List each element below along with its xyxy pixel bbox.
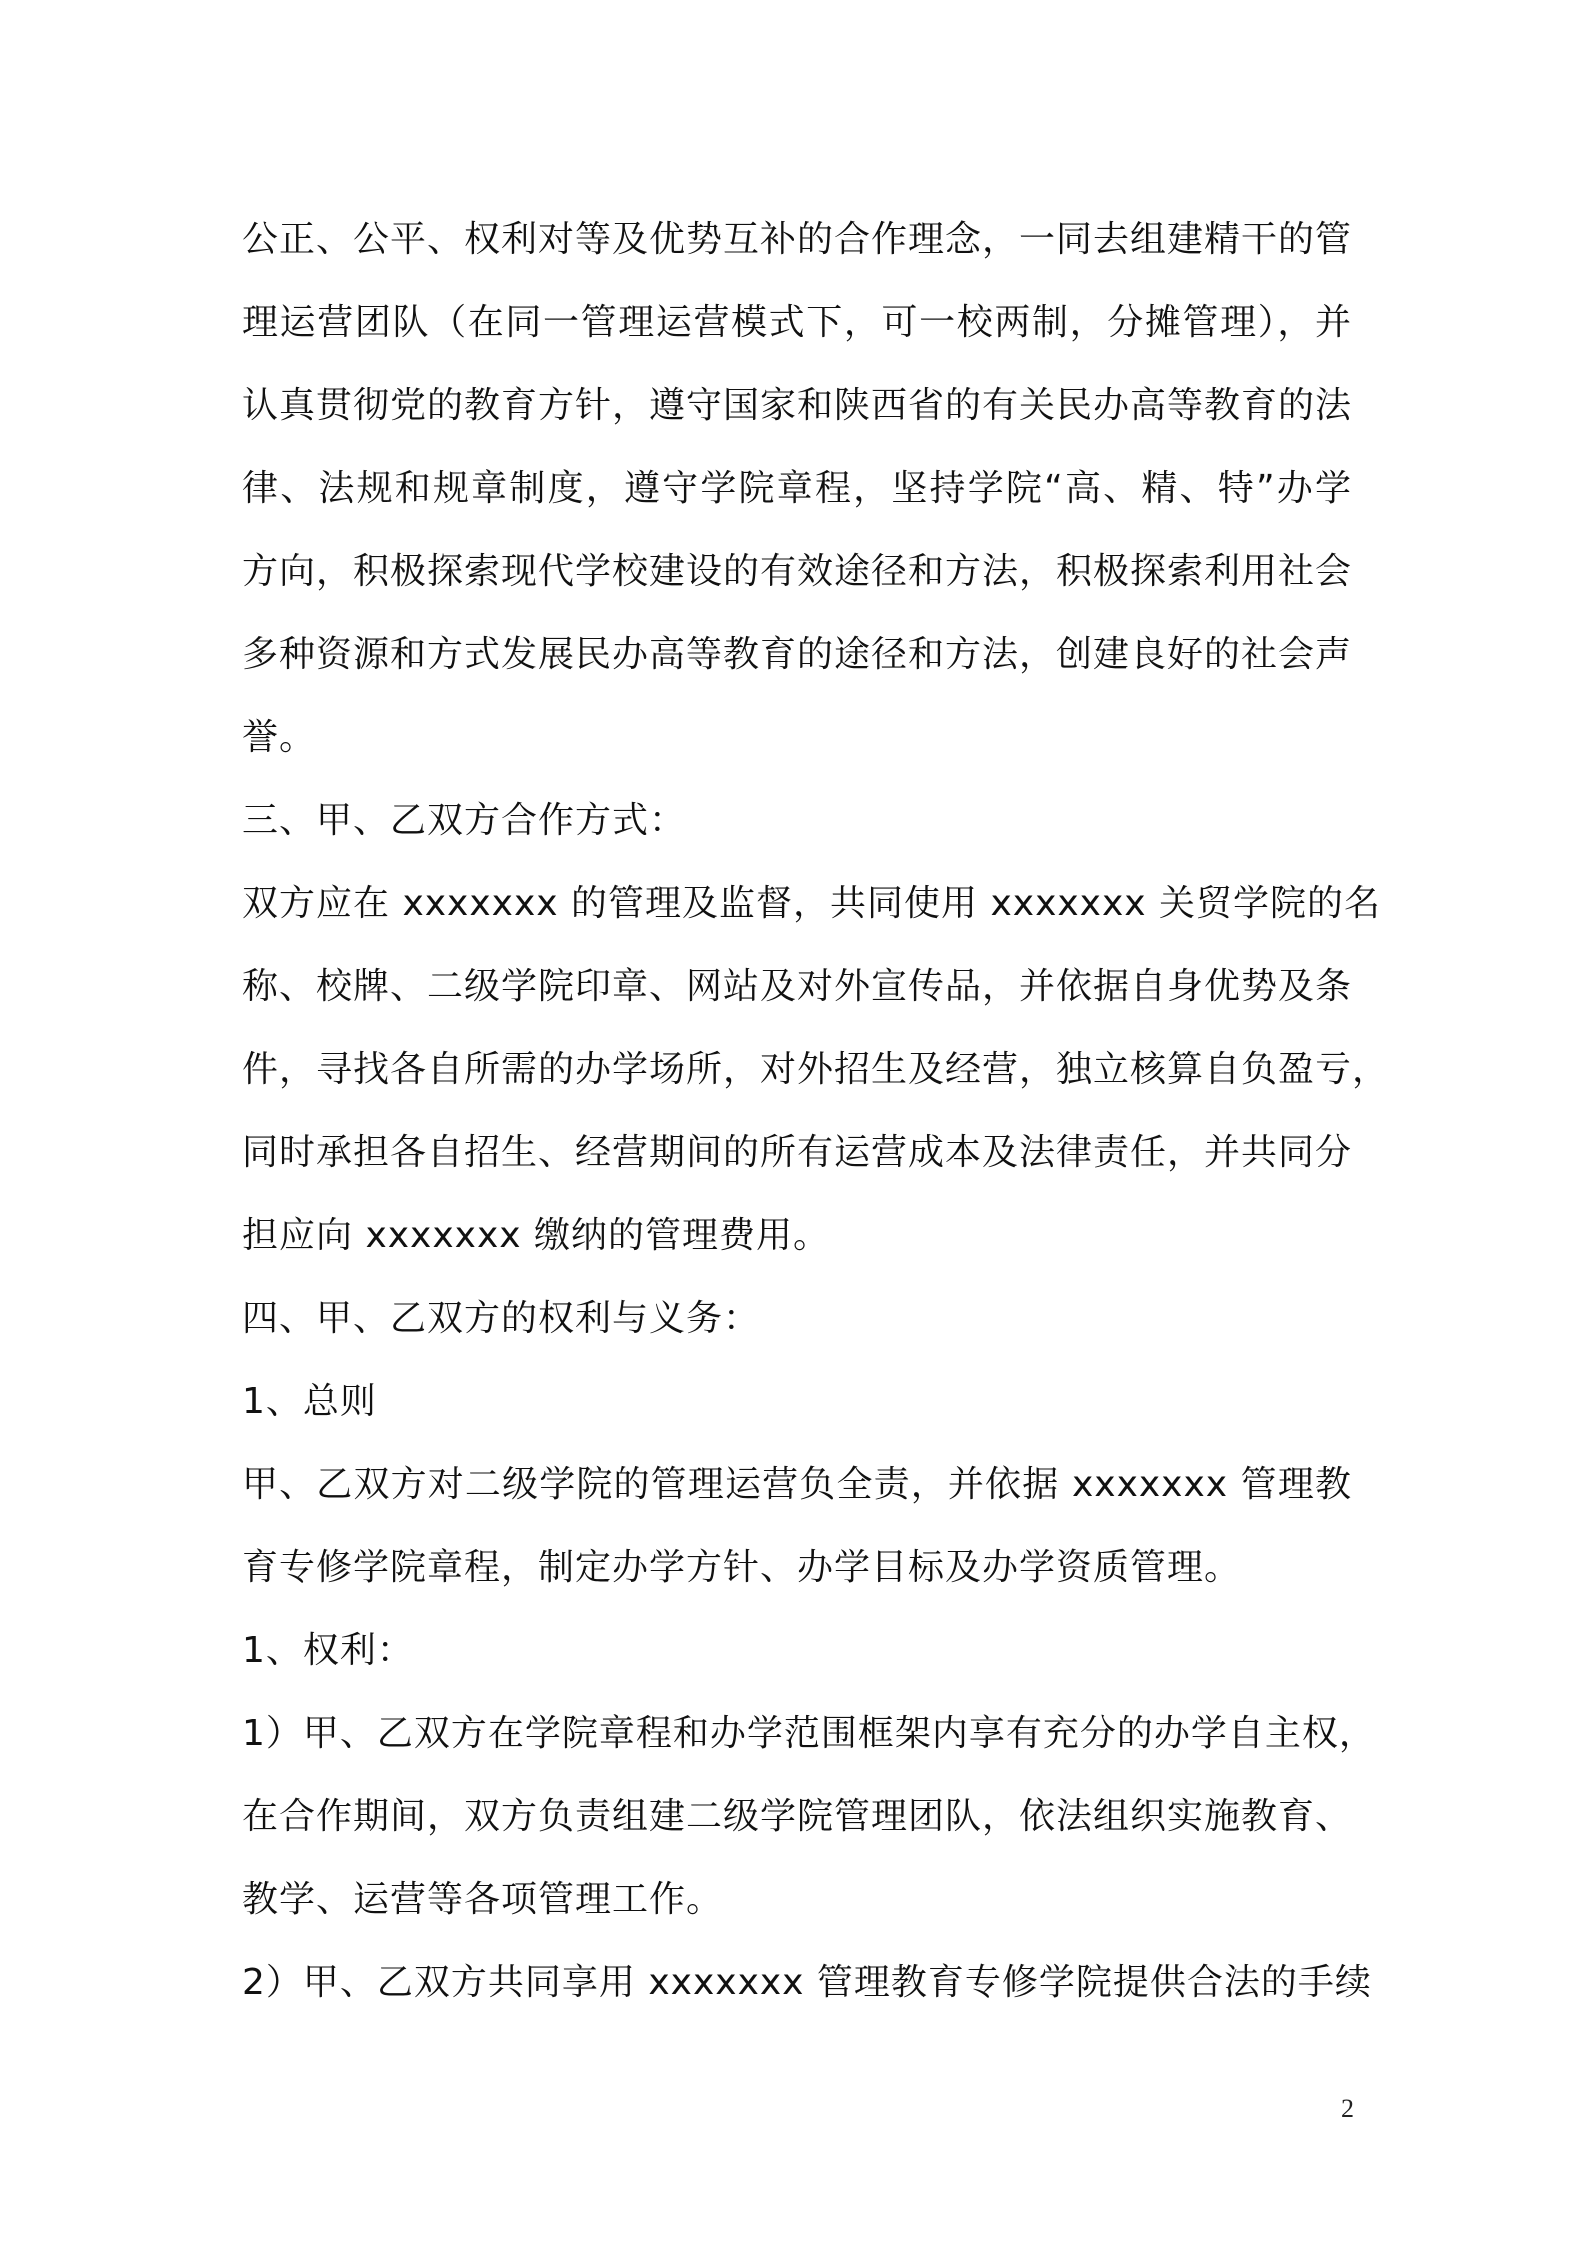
text-line: 担应向 xxxxxxx 缴纳的管理费用。 <box>242 1215 831 1256</box>
subsection-heading: 1、总则 <box>242 1381 377 1422</box>
text-line: 1）甲、乙双方在学院章程和办学范围框架内享有充分的办学自主权， <box>242 1713 1376 1754</box>
text-line: 同时承担各自招生、经营期间的所有运营成本及法律责任，并共同分 <box>242 1132 1353 1173</box>
section-heading: 三、甲、乙双方合作方式： <box>242 800 687 841</box>
text-line: 方向，积极探索现代学校建设的有效途径和方法，积极探索利用社会 <box>242 551 1353 592</box>
subsection-heading: 1、权利： <box>242 1630 414 1671</box>
text-line: 双方应在 xxxxxxx 的管理及监督，共同使用 xxxxxxx 关贸学院的名 <box>242 883 1382 924</box>
text-line: 在合作期间，双方负责组建二级学院管理团队，依法组织实施教育、 <box>242 1796 1353 1837</box>
section-heading: 四、甲、乙双方的权利与义务： <box>242 1298 761 1339</box>
text-line: 认真贯彻党的教育方针，遵守国家和陕西省的有关民办高等教育的法 <box>242 385 1353 426</box>
text-line: 育专修学院章程，制定办学方针、办学目标及办学资质管理。 <box>242 1547 1242 1588</box>
text-line: 理运营团队（在同一管理运营模式下，可一校两制，分摊管理），并 <box>242 302 1352 343</box>
text-line: 教学、运营等各项管理工作。 <box>242 1879 724 1920</box>
text-line: 公正、公平、权利对等及优势互补的合作理念，一同去组建精干的管 <box>242 219 1353 260</box>
text-line: 律、法规和规章制度，遵守学院章程，坚持学院“高、精、特”办学 <box>242 468 1352 509</box>
text-line: 甲、乙双方对二级学院的管理运营负全责，并依据 xxxxxxx 管理教 <box>242 1464 1352 1505</box>
text-line: 誉。 <box>242 717 317 758</box>
text-line: 称、校牌、二级学院印章、网站及对外宣传品，并依据自身优势及条 <box>242 966 1353 1007</box>
page-number: 2 <box>1341 2094 1354 2123</box>
document-body <box>242 198 1390 2024</box>
text-line: 多种资源和方式发展民办高等教育的途径和方法，创建良好的社会声 <box>242 634 1353 675</box>
text-line: 件，寻找各自所需的办学场所，对外招生及经营，独立核算自负盈亏， <box>242 1049 1390 1090</box>
text-line: 2）甲、乙双方共同享用 xxxxxxx 管理教育专修学院提供合法的手续 <box>242 1962 1372 2003</box>
